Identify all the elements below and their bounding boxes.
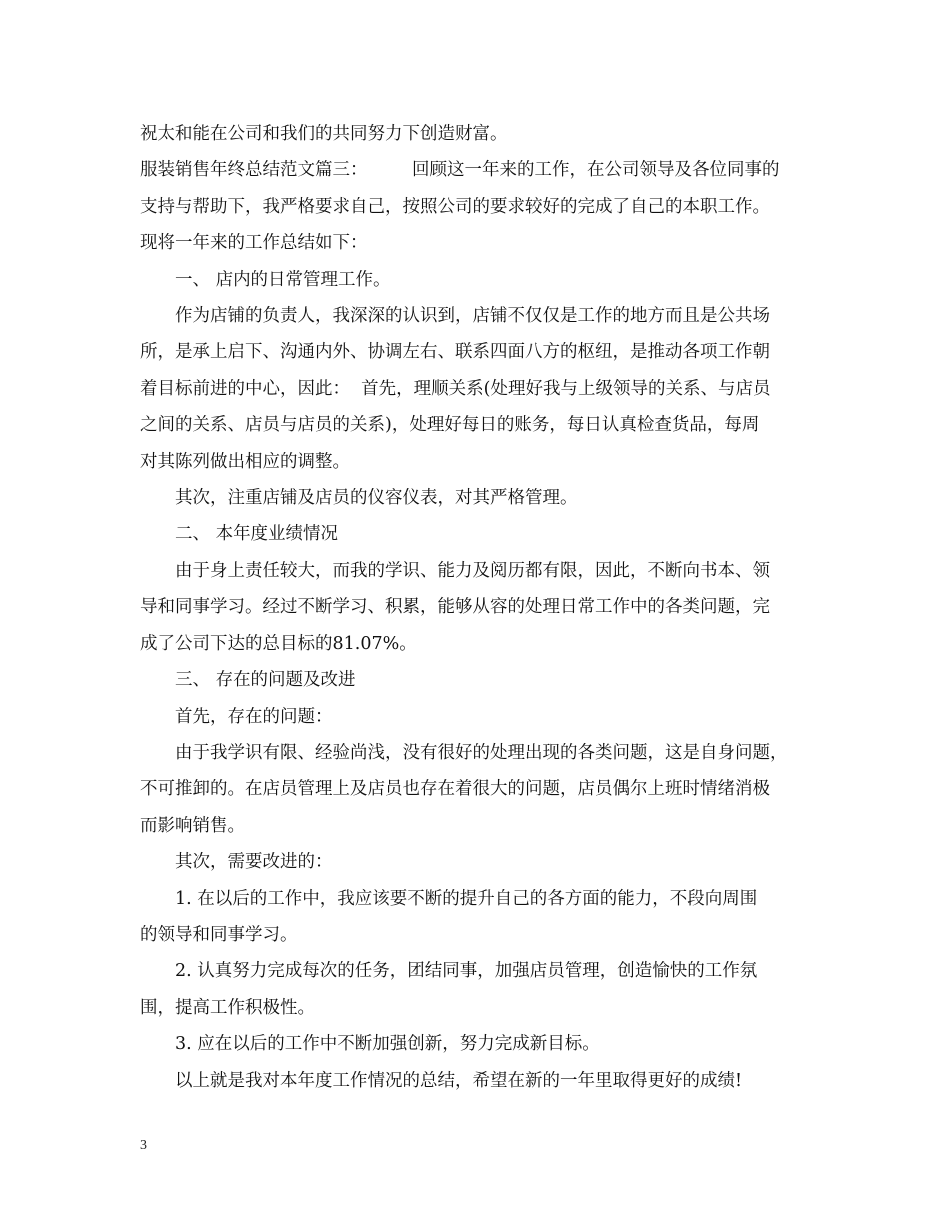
text-line: 由于我学识有限、经验尚浅，没有很好的处理出现的各类问题，这是自身问题，: [175, 742, 788, 763]
text-line: 作为店铺的负责人，我深深的认识到，店铺不仅仅是工作的地方而且是公共场: [175, 306, 770, 327]
paragraph-p12: [140, 881, 812, 954]
text-line: 而影响销售。: [140, 815, 245, 836]
text-line: 其次，注重店铺及店员的仪容仪表，对其严格管理。: [175, 488, 578, 509]
text-line: 支持与帮助下，我严格要求自己，按照公司的要求较好的完成了自己的本职工作。: [140, 196, 770, 217]
text-line: 三、 存在的问题及改进: [175, 670, 356, 691]
text-line: 一、 店内的日常管理工作。: [175, 269, 391, 290]
paragraph-p15: [140, 1063, 812, 1099]
paragraph-p10: [140, 735, 812, 844]
text-line: 服装销售年终总结范文篇三： 回顾这一年来的工作，在公司领导及各位同事的: [140, 160, 780, 181]
text-line: 1. 在以后的工作中，我应该要不断的提升自己的各方面的能力，不段向周围: [175, 888, 758, 909]
paragraph-p11: [140, 844, 812, 880]
paragraph-p3: [140, 262, 812, 298]
paragraph-p6: [140, 516, 812, 552]
text-line: 之间的关系、店员与店员的关系)，处理好每日的账务，每日认真检查货品，每周: [140, 415, 760, 436]
text-line: 着目标前进的中心，因此： 首先，理顺关系(处理好我与上级领导的关系、与店员: [140, 378, 771, 399]
text-line: 2. 认真努力完成每次的任务，团结同事，加强店员管理，创造愉快的工作氛: [175, 961, 758, 982]
text-line: 首先，存在的问题：: [175, 706, 333, 727]
paragraph-p13: [140, 953, 812, 1026]
paragraph-p8: [140, 662, 812, 698]
text-line: 以上就是我对本年度工作情况的总结，希望在新的一年里取得更好的成绩!: [175, 1070, 743, 1091]
text-line: 由于身上责任较大，而我的学识、能力及阅历都有限，因此，不断向书本、领: [175, 560, 770, 581]
text-line: 祝太和能在公司和我们的共同努力下创造财富。: [140, 124, 508, 144]
paragraph-p14: [140, 1026, 812, 1062]
paragraph-p4: [140, 298, 812, 480]
paragraph-p9: [140, 699, 812, 735]
paragraph-p2: [140, 152, 812, 261]
paragraph-p1: [140, 116, 812, 152]
text-line: 所，是承上启下、沟通内外、协调左右、联系四面八方的枢纽，是推动各项工作朝: [140, 342, 770, 363]
text-line: 导和同事学习。经过不断学习、积累，能够从容的处理日常工作中的各类问题，完: [140, 597, 770, 618]
page-number: 3: [140, 1138, 147, 1153]
text-line: 3. 应在以后的工作中不断加强创新，努力完成新目标。: [175, 1034, 600, 1055]
text-line: 不可推卸的。在店员管理上及店员也存在着很大的问题，店员偶尔上班时情绪消极: [140, 779, 770, 800]
text-line: 的领导和同事学习。: [140, 924, 298, 945]
text-line: 二、 本年度业绩情况: [175, 524, 339, 545]
paragraph-p5: [140, 480, 812, 516]
text-line: 现将一年来的工作总结如下：: [140, 233, 368, 254]
paragraph-p7: [140, 553, 812, 662]
document-body: [140, 116, 812, 1099]
text-line: 围，提高工作积极性。: [140, 997, 315, 1018]
text-line: 成了公司下达的总目标的81.07%。: [140, 633, 417, 654]
text-line: 对其陈列做出相应的调整。: [140, 451, 350, 472]
text-line: 其次，需要改进的：: [175, 852, 333, 873]
